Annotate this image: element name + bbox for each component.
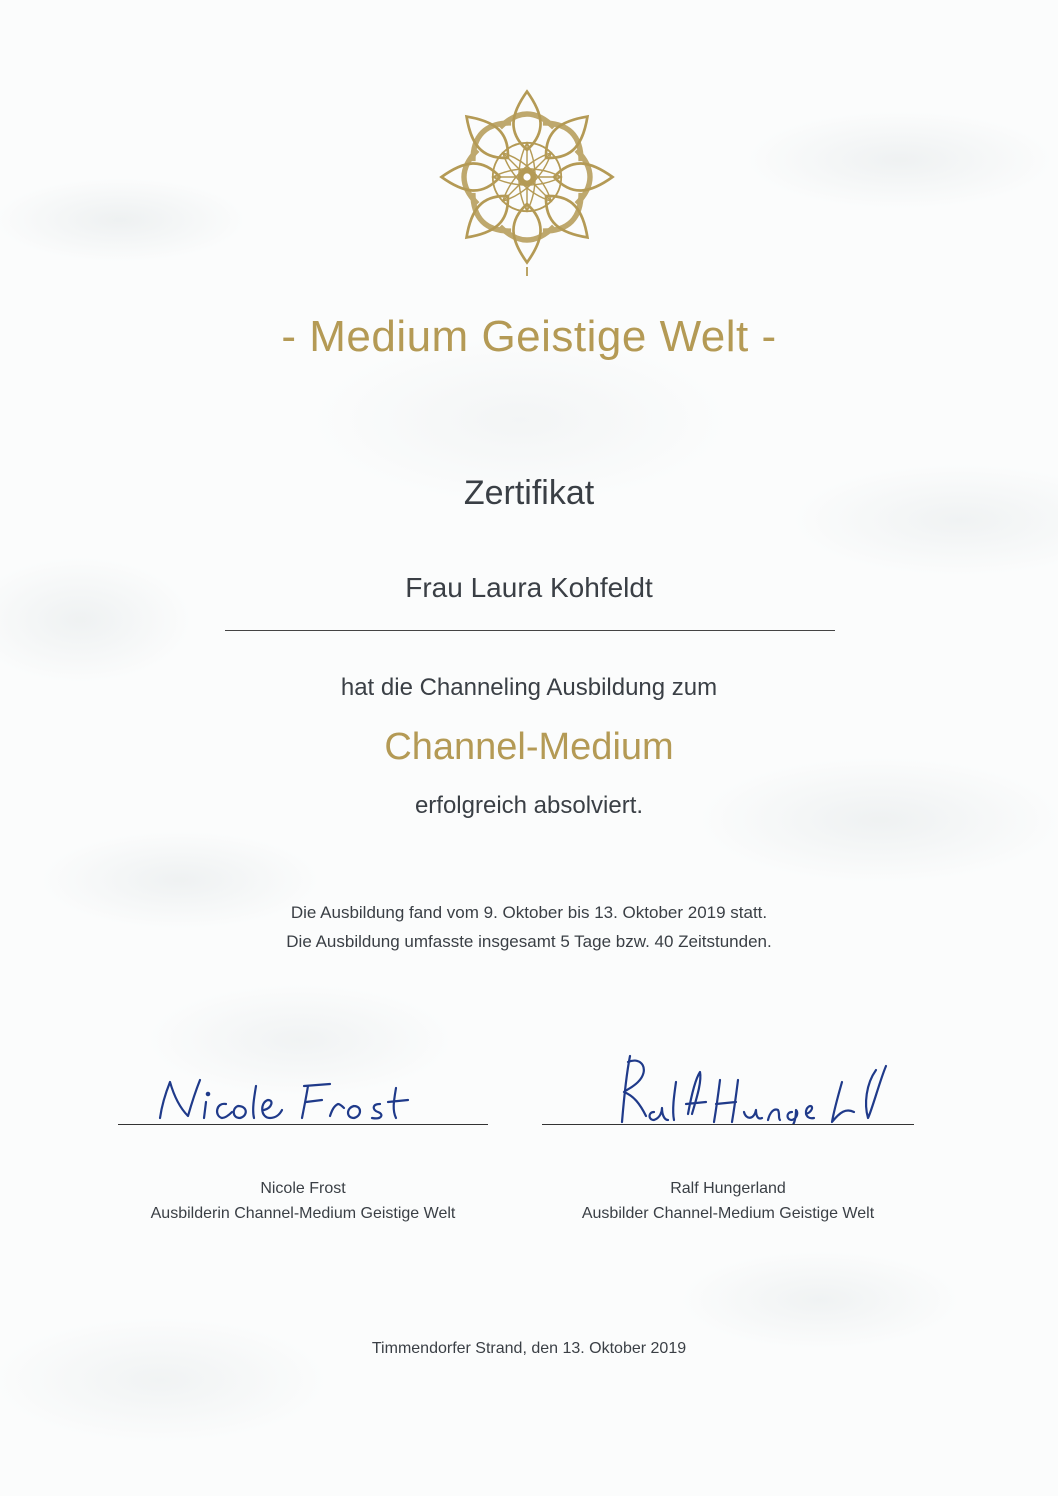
course-dates: Die Ausbildung fand vom 9. Oktober bis 13. Oktober 2019 statt.: [290, 903, 768, 922]
signatory-role-right: Ausbilder Channel-Medium Geistige Welt: [581, 1205, 875, 1222]
outro-text: erfolgreich absolviert.: [414, 792, 644, 819]
signature-block-left: [118, 1052, 488, 1226]
qualification-title: Channel-Medium: [384, 726, 674, 768]
intro-text: hat die Channeling Ausbildung zum: [340, 674, 718, 701]
recipient-name: Frau Laura Kohfeldt: [405, 572, 653, 603]
signature-nicole-frost: [118, 1052, 488, 1124]
signature-line-left: [118, 1124, 488, 1125]
course-details: [0, 898, 1058, 956]
signature-line-right: [542, 1124, 914, 1125]
organization-title: - Medium Geistige Welt -: [281, 312, 777, 361]
recipient-underline: [225, 630, 835, 631]
signatory-name-left: Nicole Frost: [260, 1180, 346, 1197]
signatory-name-right: Ralf Hungerland: [670, 1180, 786, 1197]
certificate-title: Zertifikat: [463, 474, 595, 512]
place-and-date: Timmendorfer Strand, den 13. Oktober 2019: [371, 1340, 687, 1357]
signatory-role-left: Ausbilderin Channel-Medium Geistige Welt: [150, 1205, 456, 1222]
signature-block-right: [542, 1052, 914, 1226]
signature-ralf-hungerland: [542, 1052, 914, 1124]
mandala-lotus-icon: [437, 86, 617, 286]
course-duration: Die Ausbildung umfasste insgesamt 5 Tage bzw. 40 Zeitstunden.: [286, 932, 772, 951]
